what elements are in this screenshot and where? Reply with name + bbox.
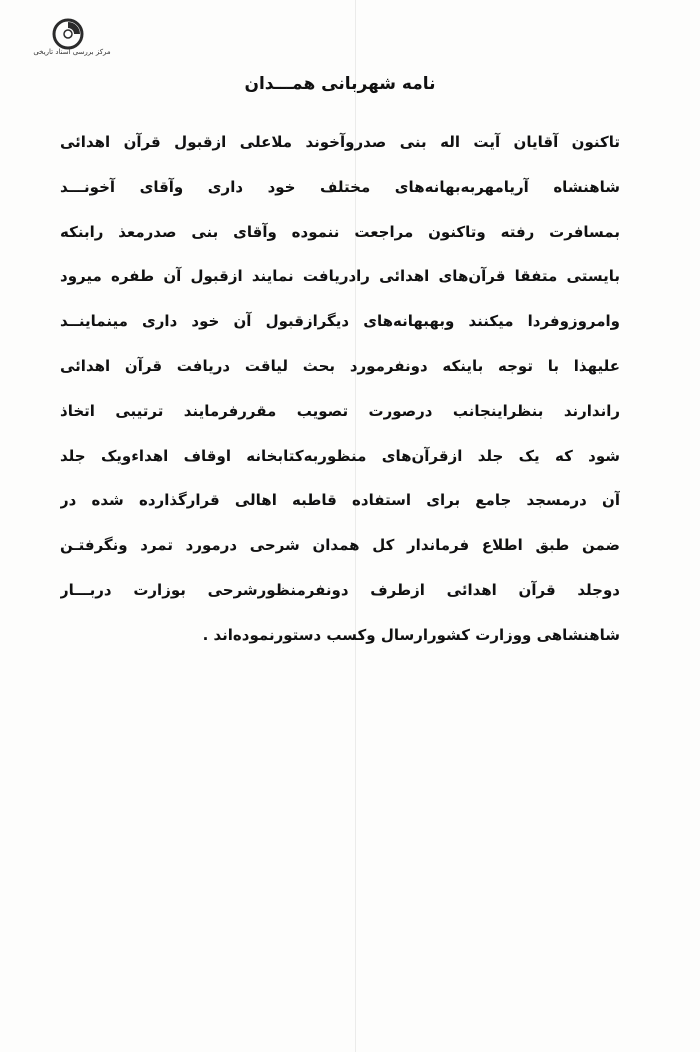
archive-logo <box>22 18 122 63</box>
letter <box>60 74 620 658</box>
letter-line: شاهنشاهی ووزارت کشورارسال وکسب دستورنموده‌اند . <box>202 625 620 644</box>
letter-line: علیهذا با توجه باینکه دونفرمورد بحث لیاقت دریافت قرآن اهدائی <box>60 356 620 375</box>
letter-line: آن درمسجد جامع برای استفاده قاطبه اهالی قرارگذارده شده در <box>60 491 620 510</box>
archive-logo-caption: مرکز بررسی اسناد تاریخی <box>33 48 111 56</box>
letter-line: بمسافرت رفته وتاکنون مراجعت ننموده وآقای بنی صدرمعذ رابنکه <box>60 222 620 241</box>
letter-line: شود که یک جلد ازقرآن‌های منظوربه‌کتابخانه اوقاف اهداءویک جلد <box>60 446 620 465</box>
letter-line: تاکنون آقایان آیت اله بنی صدروآخوند ملاعلی ازقبول قرآن اهدائی <box>60 133 620 151</box>
letter-line: وامروزوفردا میکنند وبهبهانه‌های دیگرازقبول آن خود داری مینماینــد <box>60 312 620 331</box>
letter-body <box>60 120 620 658</box>
letter-line: بایستی متفقا قرآن‌های اهدائی رادریافت نمایند ازقبول آن طفره میرود <box>60 267 620 286</box>
letter-line: دوجلد قرآن اهدائی ازطرف دونفرمنظورشرحی بوزارت دربـــار <box>60 580 620 599</box>
letter-title: نامه شهربانی همـــدان <box>244 74 436 94</box>
letter-line: راندارند بنظراینجانب درصورت تصویب مقررفرمایند ترتیبی اتخاذ <box>60 401 620 420</box>
archive-emblem-icon <box>52 18 84 50</box>
letter-line: ضمن طبق اطلاع فرماندار کل همدان شرحی درمورد تمرد ونگرفتـن <box>60 536 620 555</box>
letter-line: شاهنشاه آریامهربه‌بهانه‌های مختلف خود داری وآقای آخونـــد <box>60 177 620 196</box>
